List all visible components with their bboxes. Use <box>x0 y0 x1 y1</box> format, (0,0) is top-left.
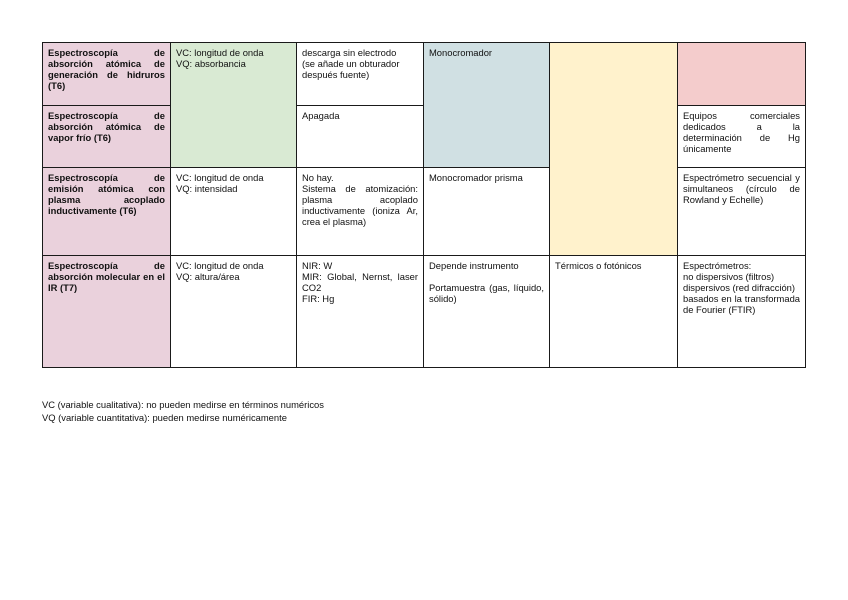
note-vc: VC (variable cualitativa): no pueden medirse en términos numéricos <box>42 399 324 410</box>
instruments-cell: Espectrómetro secuencial y simultaneos (círculo de Rowland y Echelle) <box>678 168 806 256</box>
instruments-cell: Equipos comerciales dedicados a la determinación de Hg únicamente <box>678 106 806 168</box>
detector-cell: Térmicos o fotónicos <box>550 256 678 368</box>
selector-cell: Depende instrumento Portamuestra (gas, líquido, sólido) <box>424 256 550 368</box>
source-cell: No hay. Sistema de atomización: plasma acoplado inductivamente (ioniza Ar, crea el plasma) <box>297 168 424 256</box>
source-cell: NIR: W MIR: Global, Nernst, laser CO2 FIR: Hg <box>297 256 424 368</box>
source-cell: Apagada <box>297 106 424 168</box>
technique-name-cell: Espectroscopía de absorción molecular en el IR (T7) <box>43 256 171 368</box>
variables-cell: VC: longitud de onda VQ: intensidad <box>171 168 297 256</box>
technique-name-cell: Espectroscopía de emisión atómica con plasma acoplado inductivamente (T6) <box>43 168 171 256</box>
table-row <box>43 43 806 106</box>
technique-name-cell: Espectroscopía de absorción atómica de vapor frío (T6) <box>43 106 171 168</box>
variables-cell: VC: longitud de onda VQ: altura/área <box>171 256 297 368</box>
table-row <box>43 256 806 368</box>
variables-cell: VC: longitud de onda VQ: absorbancia <box>171 43 297 168</box>
detector-cell <box>550 43 678 256</box>
spectroscopy-table <box>42 42 806 368</box>
technique-name-cell: Espectroscopía de absorción atómica de generación de hidruros (T6) <box>43 43 171 106</box>
instruments-cell: Espectrómetros: no dispersivos (filtros) dispersivos (red difracción) basados en la transformada de Fourier (FTIR) <box>678 256 806 368</box>
source-cell: descarga sin electrodo (se añade un obturador después fuente) <box>297 43 424 106</box>
selector-cell: Monocromador prisma <box>424 168 550 256</box>
instruments-cell <box>678 43 806 106</box>
table-row <box>43 168 806 256</box>
note-vq: VQ (variable cuantitativa): pueden medirse numéricamente <box>42 412 287 423</box>
selector-cell: Monocromador <box>424 43 550 168</box>
footnotes <box>42 398 324 424</box>
